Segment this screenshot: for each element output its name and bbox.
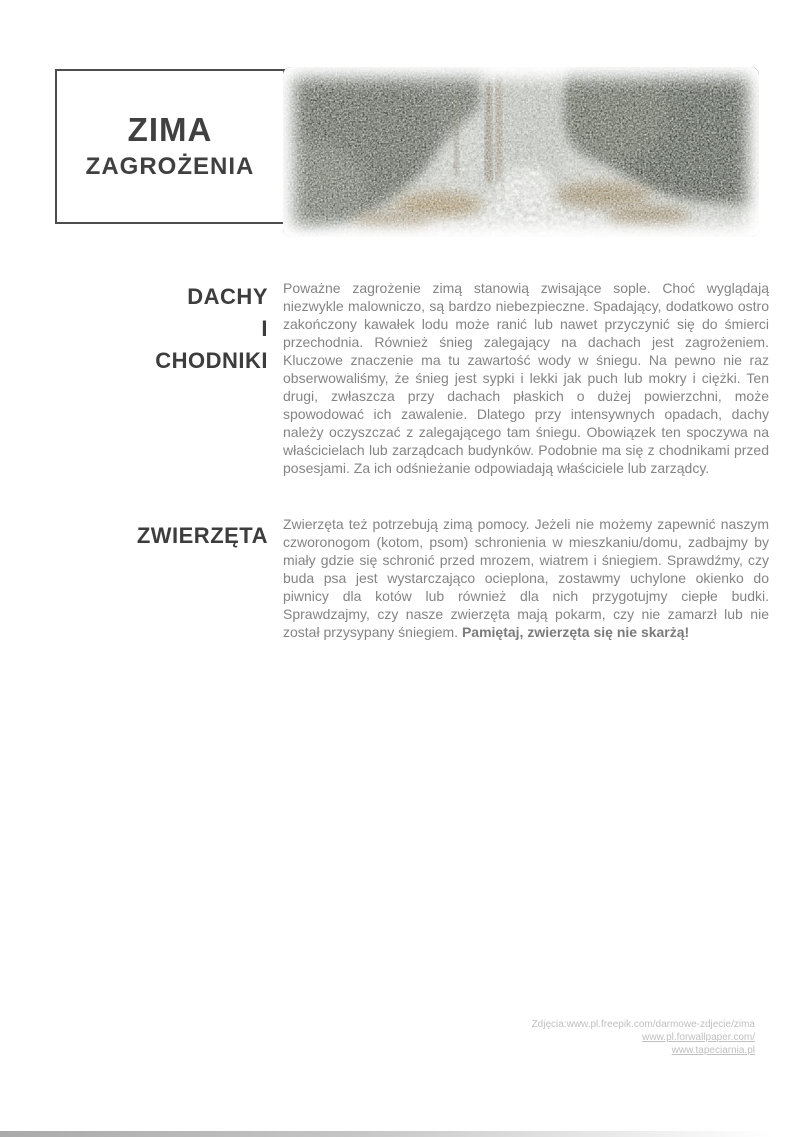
heading-line: ZWIERZĘTA (136, 523, 268, 548)
section-body-zwierzeta (283, 515, 769, 641)
heading-line: CHODNIKI (155, 348, 268, 373)
page-subtitle: ZAGROŻENIA (85, 152, 255, 180)
credit-link-forwallpaper[interactable]: www.pl.forwallpaper.com/ (642, 1032, 755, 1043)
heading-line: DACHY (187, 284, 268, 309)
bottom-gradient-bar (0, 1131, 804, 1137)
section-heading-zwierzeta (58, 520, 268, 552)
section-body-text: Zwierzęta też potrzebują zimą pomocy. Jeżeli nie możemy zapewnić naszym czworonogom (kotom, psom) schronienia w mieszkaniu/domu, zadbajmy by miały gdzie się schronić przed mrozem, wiatrem i śniegiem. Sprawdźmy, czy buda psa jest wystarczająco ocieplona, zostawmy uchylone okienko do piwnicy dla kotów lub również dla nich przygotujmy ciepłe budki. Sprawdzajmy, czy nasze zwierzęta mają pokarm, czy nie zamarzł lub nie został przysypany śniegiem. (283, 516, 769, 640)
title-box (55, 69, 285, 224)
winter-forest-photo (283, 67, 759, 237)
photo-credits (532, 1018, 755, 1057)
credit-link-tapeciarnia[interactable]: www.tapeciarnia.pl (671, 1045, 755, 1056)
winter-forest-photo-art (283, 67, 759, 237)
section-heading-dachy-i-chodniki (58, 281, 268, 377)
section-body-bold-note: Pamiętaj, zwierzęta się nie skarżą! (461, 624, 690, 640)
credit-line: Zdjęcia:www.pl.freepik.com/darmowe-zdjecie/zima (531, 1019, 755, 1030)
page-title: ZIMA (127, 110, 213, 148)
heading-line: I (261, 316, 268, 341)
section-body-dachy-i-chodniki: Poważne zagrożenie zimą stanowią zwisające sople. Choć wyglądają niezwykle malowniczo, są bardzo niebezpieczne. Spadający, dodatkowo ostro zakończony kawałek lodu może ranić lub nawet przyczynić się do śmierci przechodnia. Również śnieg zalegający na dachach jest zagrożeniem. Kluczowe znaczenie ma tu zawartość wody w śniegu. Na pewno nie raz obserwowaliśmy, że śnieg jest sypki i lekki jak puch lub mokry i ciężki. Ten drugi, zwłaszcza przy dachach płaskich o dużej powierzchni, może spowodować ich zawalenie. Dlatego przy intensywnych opadach, dachy należy oczyszczać z zalegającego tam śniegu. Obowiązek ten spoczywa na właścicielach lub zarządcach budynków. Podobnie ma się z chodnikami przed posesjami. Za ich odśnieżanie odpowiadają właściciele lub zarządcy. (283, 280, 769, 476)
